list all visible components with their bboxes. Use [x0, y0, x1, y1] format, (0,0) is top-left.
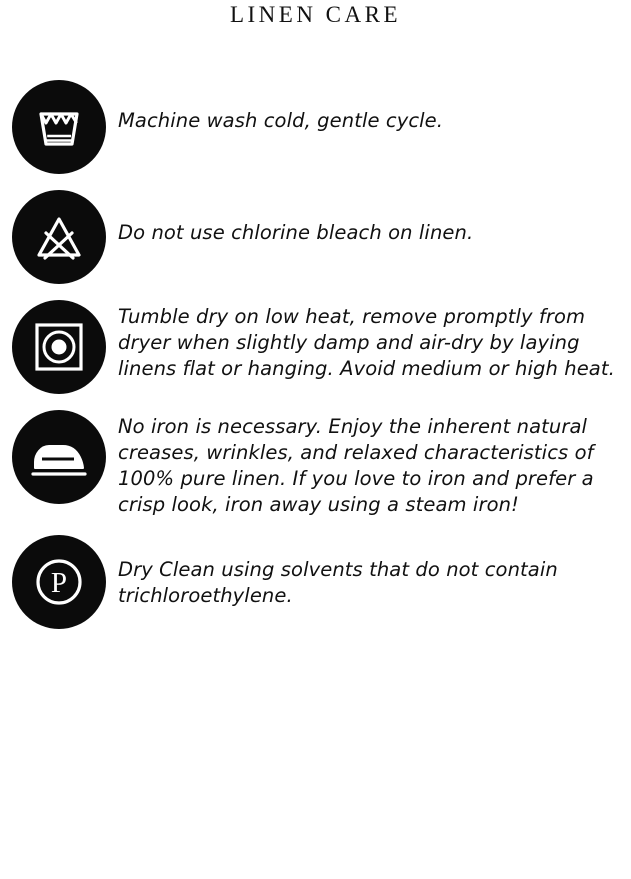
iron-icon: [29, 434, 89, 480]
icon-cell: [0, 410, 118, 504]
care-instruction-text: Dry Clean using solvents that do not contain trichloroethylene.: [118, 557, 558, 607]
care-instruction-list: [0, 80, 631, 629]
list-item: [0, 535, 631, 629]
machine-wash-icon: [32, 100, 86, 154]
list-item: [0, 410, 631, 519]
tumble-dry-low-icon: [30, 318, 88, 376]
icon-cell: [0, 80, 118, 174]
care-instruction-text: Machine wash cold, gentle cycle.: [118, 109, 444, 132]
text-cell: [118, 80, 631, 134]
do-not-bleach-badge: [12, 190, 106, 284]
list-item: [0, 300, 631, 394]
care-instruction-text: No iron is necessary. Enjoy the inherent natural creases, wrinkles, and relaxed characteristics of 100% pure linen. If you love to iron and prefer a crisp look, iron away using a steam iron!: [118, 415, 594, 517]
care-instruction-text: Tumble dry on low heat, remove promptly from dryer when slightly damp and air-dry by laying linens flat or hanging. Avoid medium or high heat.: [118, 305, 615, 381]
tumble-dry-low-badge: [12, 300, 106, 394]
text-cell: [118, 410, 631, 519]
do-not-bleach-icon: [31, 211, 87, 263]
text-cell: [118, 190, 631, 246]
icon-cell: [0, 300, 118, 394]
page-title: LINEN CARE: [229, 2, 402, 27]
svg-text:P: P: [50, 566, 68, 599]
care-instruction-text: Do not use chlorine bleach on linen.: [118, 221, 474, 244]
machine-wash-badge: [12, 80, 106, 174]
dry-clean-p-icon: [30, 553, 88, 611]
iron-badge: [12, 410, 106, 504]
text-cell: [118, 300, 631, 382]
icon-cell: [0, 535, 118, 629]
text-cell: [118, 535, 631, 609]
list-item: [0, 190, 631, 284]
list-item: [0, 80, 631, 174]
icon-cell: [0, 190, 118, 284]
dry-clean-badge: [12, 535, 106, 629]
